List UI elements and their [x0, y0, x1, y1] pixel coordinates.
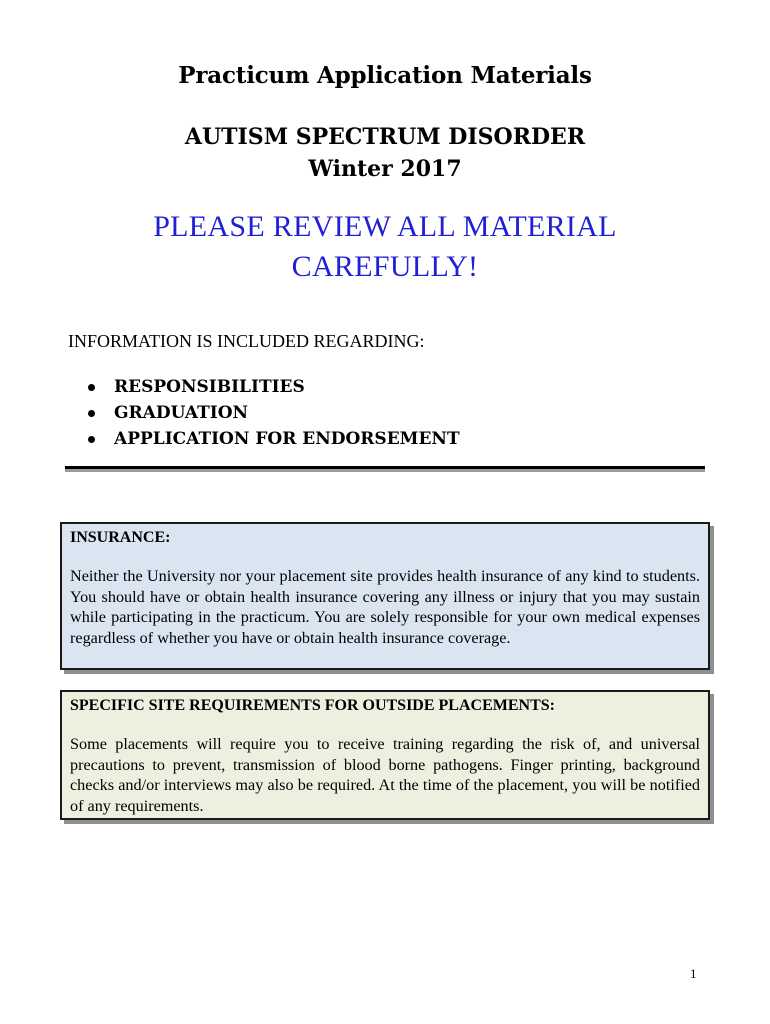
program-name: AUTISM SPECTRUM DISORDER: [184, 124, 586, 150]
bullet-icon: [88, 410, 95, 417]
insurance-body: Neither the University nor your placement site provides health insurance of any kind to students. You should have or obtain health insurance covering any illness or injury that you may sustain while participating in the practicum. You are solely responsible for your own medical expenses regardless of whether you have or obtain health insurance coverage.: [70, 567, 700, 647]
site-requirements-heading: SPECIFIC SITE REQUIREMENTS FOR OUTSIDE PLACEMENTS:: [70, 697, 555, 714]
site-requirements-body: Some placements will require you to receive training regarding the risk of, and universal precautions to prevent, transmission of blood borne pathogens. Finger printing, background checks and/or interviews may also be required. At the time of the placement, you will be notified of any requirements.: [70, 735, 700, 815]
review-notice-line-2: CAREFULLY!: [291, 250, 479, 283]
page-number: 1: [690, 966, 697, 981]
review-notice-line-1: PLEASE REVIEW ALL MATERIAL: [153, 210, 617, 243]
list-item: [68, 426, 460, 452]
term: Winter 2017: [308, 156, 462, 182]
document-title: Practicum Application Materials: [178, 62, 592, 89]
list-item: [68, 374, 460, 400]
list-item-label: GRADUATION: [114, 403, 249, 423]
list-item-label: APPLICATION FOR ENDORSEMENT: [114, 429, 460, 449]
insurance-heading: INSURANCE:: [70, 529, 171, 546]
horizontal-divider: [65, 466, 705, 469]
insurance-box: [60, 522, 710, 670]
site-requirements-box: [60, 690, 710, 820]
info-intro: INFORMATION IS INCLUDED REGARDING:: [68, 331, 425, 351]
list-item-label: RESPONSIBILITIES: [114, 377, 305, 397]
list-item: [68, 400, 460, 426]
bullet-icon: [88, 384, 95, 391]
bullet-icon: [88, 436, 95, 443]
info-list: [68, 374, 460, 452]
